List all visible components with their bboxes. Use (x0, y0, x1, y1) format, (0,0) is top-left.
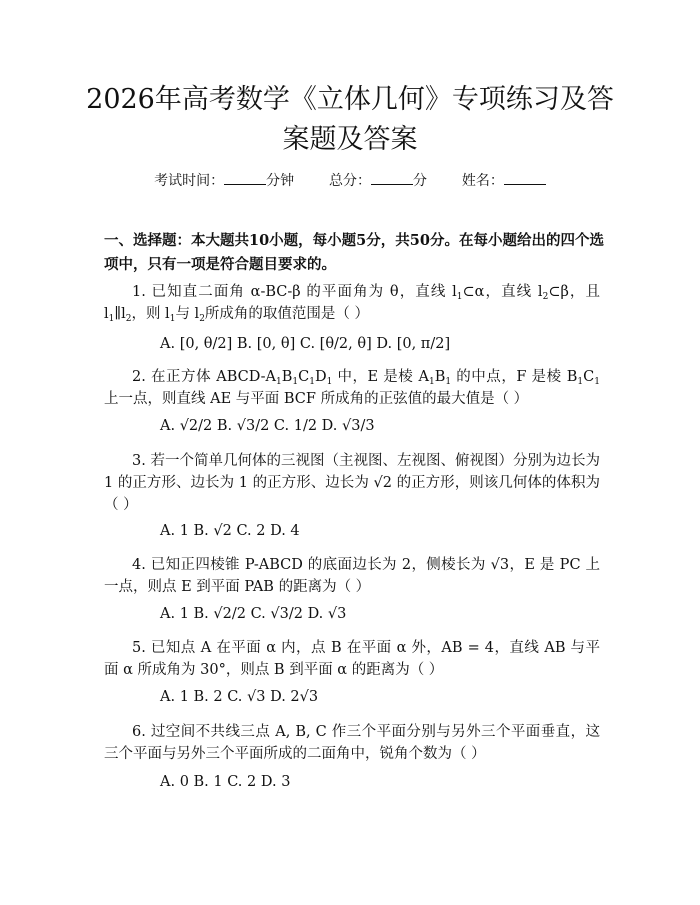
question-stem: 5. 已知点 A 在平面 α 内，点 B 在平面 α 外，AB = 4，直线 AB 与平面 α 所成角为 30°，则点 B 到平面 α 的距离为（ ） (104, 640, 600, 678)
section-heading: 一、选择题：本大题共10小题，每小题5分，共50分。在每小题给出的四个选项中，只有一项是符合题目要求的。 (104, 232, 604, 273)
time-unit: 分钟 (266, 173, 295, 189)
exam-info (0, 170, 700, 190)
question-4-options: A. 1 B. √2/2 C. √3/2 D. √3 (160, 606, 347, 622)
question-4 (104, 554, 600, 598)
title-line-1: 2026年高考数学《立体几何》专项练习及答 (86, 84, 614, 115)
score-label: 总分： (329, 173, 371, 189)
question-3-options: A. 1 B. √2 C. 2 D. 4 (160, 523, 300, 539)
time-blank (224, 172, 266, 185)
question-1-options: A. [0, θ/2] B. [0, θ] C. [θ/2, θ] D. [0, π/2] (160, 336, 451, 352)
name-blank (504, 172, 546, 185)
question-stem: 4. 已知正四棱锥 P-ABCD 的底面边长为 2，侧棱长为 √3，E 是 PC 上一点，则点 E 到平面 PAB 的距离为（ ） (104, 557, 600, 595)
question-stem: 1. 已知直二面角 α-BC-β 的平面角为 θ，直线 $l_1\subset\alpha$，直线 $l_2\subset\beta$，且 $l_1\parallel l_2$，则 $l_1$与 $l_2$所成角的取值范围是（ ） (104, 284, 600, 324)
question-6 (104, 721, 600, 765)
question-2-options: A. √2/2 B. √3/2 C. 1/2 D. √3/3 (160, 418, 375, 434)
title-line-2: 案题及答案 (282, 124, 418, 155)
question-3 (104, 450, 600, 516)
score-unit: 分 (413, 173, 427, 189)
question-stem: 6. 过空间不共线三点 A, B, C 作三个平面分别与另外三个平面垂直，这三个平面与另外三个平面所成的二面角中，锐角个数为（ ） (104, 724, 600, 762)
question-5 (104, 637, 600, 681)
question-5-options: A. 1 B. 2 C. √3 D. 2√3 (160, 689, 319, 705)
question-stem: 2. 在正方体 ABCD-$A_1B_1C_1D_1$ 中，E 是棱 $A_1B_1$ 的中点，F 是棱 $B_1C_1$ 上一点，则直线 AE 与平面 BCF 所成角的正弦值的最大值是（ ） (104, 369, 600, 407)
name-label: 姓名： (461, 173, 504, 189)
question-1 (104, 281, 600, 325)
score-blank (371, 172, 413, 185)
question-2 (104, 366, 600, 410)
question-6-options: A. 0 B. 1 C. 2 D. 3 (160, 774, 291, 790)
page-title (60, 80, 640, 160)
time-label: 考试时间： (154, 173, 225, 189)
question-stem: 3. 若一个简单几何体的三视图（主视图、左视图、俯视图）分别为边长为 1 的正方形、边长为 1 的正方形、边长为 √2 的正方形，则该几何体的体积为（ ） (104, 453, 600, 513)
